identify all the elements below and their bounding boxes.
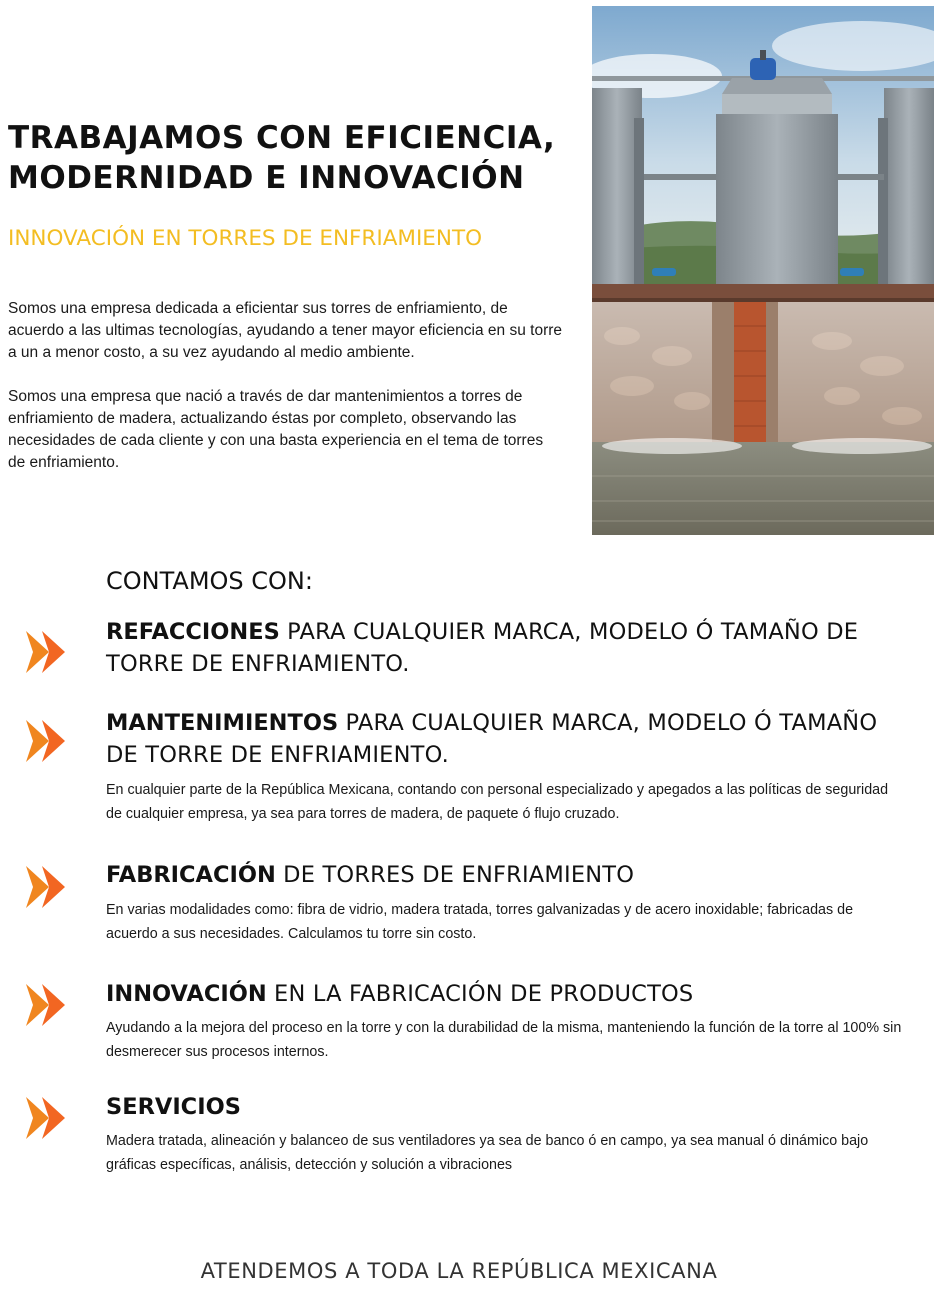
service-item-keyword: FABRICACIÓN	[106, 862, 276, 888]
double-chevron-right-icon	[26, 984, 70, 1026]
service-item-title-rest: EN LA FABRICACIÓN DE PRODUCTOS	[266, 981, 694, 1007]
service-item-description: En varias modalidades como: fibra de vidrio, madera tratada, torres galvanizadas y de acero inoxidable; fabricadas de acuerdo a sus necesidades. Calculamos tu torre sin costo.	[106, 902, 854, 942]
page-subtitle: INNOVACIÓN EN TORRES DE ENFRIAMIENTO	[8, 226, 483, 251]
service-item-keyword: REFACCIONES	[106, 619, 280, 645]
service-item-title-fabricacion	[106, 859, 916, 891]
double-chevron-right-icon	[26, 866, 70, 908]
service-item-keyword: INNOVACIÓN	[106, 981, 267, 1007]
page-title-line1: TRABAJAMOS CON EFICIENCIA,	[8, 120, 556, 156]
service-item-title-refacciones	[106, 616, 916, 680]
double-chevron-right-icon	[26, 1097, 70, 1139]
service-item-keyword: SERVICIOS	[106, 1094, 241, 1120]
service-item-description: Ayudando a la mejora del proceso en la torre y con la durabilidad de la misma, manteniendo la función de la torre al 100% sin desmerecer sus procesos internos.	[106, 1020, 902, 1060]
service-item-description: Madera tratada, alineación y balanceo de sus ventiladores ya sea de banco ó en campo, ya sea manual ó dinámico bajo gráficas específicas, análisis, detección y solución a vibraciones	[106, 1133, 869, 1173]
service-item-title-rest: DE TORRES DE ENFRIAMIENTO	[275, 862, 635, 888]
services-heading: CONTAMOS CON:	[106, 567, 313, 595]
page-title-line2: MODERNIDAD E INNOVACIÓN	[8, 160, 525, 196]
service-item-title-servicios	[106, 1091, 916, 1123]
page-title	[8, 118, 588, 198]
footer-text: ATENDEMOS A TODA LA REPÚBLICA MEXICANA	[200, 1259, 718, 1283]
service-item-title-mantenimientos	[106, 707, 916, 771]
double-chevron-right-icon	[26, 631, 70, 673]
service-item-title-rest: PARA CUALQUIER MARCA, MODELO Ó TAMAÑO DE TORRE DE ENFRIAMIENTO.	[106, 619, 859, 677]
service-item-title-rest: PARA CUALQUIER MARCA, MODELO Ó TAMAÑO DE TORRE DE ENFRIAMIENTO.	[106, 710, 878, 768]
cooling-tower-photo	[592, 6, 934, 535]
service-item-title-innovacion	[106, 978, 916, 1010]
intro-paragraph-2: Somos una empresa que nació a través de dar mantenimientos a torres de enfriamiento de madera, actualizando éstas por completo, observando las necesidades de cada cliente y con una basta experiencia en el tema de torres de enfriamiento.	[8, 388, 544, 471]
double-chevron-right-icon	[26, 720, 70, 762]
intro-paragraph-1: Somos una empresa dedicada a eficientar sus torres de enfriamiento, de acuerdo a las ultimas tecnologías, ayudando a tener mayor eficiencia en su torre a un a menor costo, a su vez ayudando al medio ambiente.	[8, 300, 563, 361]
service-item-keyword: MANTENIMIENTOS	[106, 710, 339, 736]
service-item-description: En cualquier parte de la República Mexicana, contando con personal especializado y apegados a las políticas de seguridad de cualquier empresa, ya sea para torres de madera, de paquete ó flujo cruzado.	[106, 782, 889, 822]
